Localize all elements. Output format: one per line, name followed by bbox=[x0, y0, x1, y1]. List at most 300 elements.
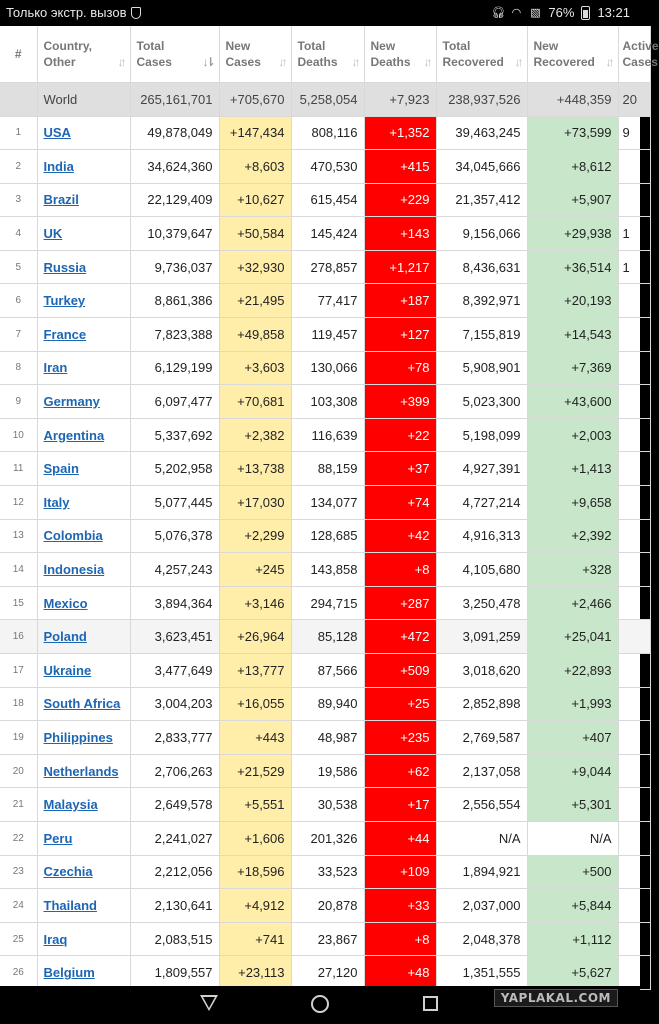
new-recovered-cell: +29,938 bbox=[527, 217, 618, 251]
new-deaths-cell: +509 bbox=[364, 654, 436, 688]
new-deaths-cell: +187 bbox=[364, 284, 436, 318]
header-total-deaths[interactable]: Total Deaths ↓↑ bbox=[291, 26, 364, 82]
total-recovered-cell: 34,045,666 bbox=[436, 150, 527, 184]
country-cell bbox=[37, 351, 130, 385]
new-deaths-cell: +74 bbox=[364, 486, 436, 520]
header-country[interactable]: Country, Other ↓↑ bbox=[37, 26, 130, 82]
new-recovered-cell: +1,413 bbox=[527, 452, 618, 486]
country-cell bbox=[37, 318, 130, 352]
active-cases-cell bbox=[618, 418, 650, 452]
sort-arrows-icon: ↓↑ bbox=[605, 55, 612, 69]
active-cases-cell bbox=[618, 553, 650, 587]
total-cases-cell: 49,878,049 bbox=[130, 116, 219, 150]
header-new-recovered[interactable]: New Recovered ↓↑ bbox=[527, 26, 618, 82]
total-cases-cell: 3,623,451 bbox=[130, 620, 219, 654]
table-row bbox=[0, 553, 650, 587]
new-cases-cell: +26,964 bbox=[219, 620, 291, 654]
country-link[interactable]: USA bbox=[43, 125, 71, 141]
covid-stats-table bbox=[0, 26, 659, 990]
country-cell bbox=[37, 721, 130, 755]
active-cases-cell bbox=[618, 922, 650, 956]
total-deaths-cell: 116,639 bbox=[291, 418, 364, 452]
new-cases-cell: +1,606 bbox=[219, 821, 291, 855]
total-recovered-cell: 1,894,921 bbox=[436, 855, 527, 889]
country-link[interactable]: Russia bbox=[43, 259, 87, 275]
active-cases-cell bbox=[618, 318, 650, 352]
new-recovered-cell: +36,514 bbox=[527, 250, 618, 284]
country-cell bbox=[37, 116, 130, 150]
new-deaths-cell: +399 bbox=[364, 385, 436, 419]
world-total-deaths: 5,258,054 bbox=[291, 82, 364, 116]
new-cases-cell: +49,858 bbox=[219, 318, 291, 352]
new-deaths-cell: +8 bbox=[364, 553, 436, 587]
total-deaths-cell: 33,523 bbox=[291, 855, 364, 889]
total-deaths-cell: 143,858 bbox=[291, 553, 364, 587]
table-row bbox=[0, 654, 650, 688]
country-cell bbox=[37, 385, 130, 419]
new-deaths-cell: +1,352 bbox=[364, 116, 436, 150]
table-row bbox=[0, 922, 650, 956]
sort-arrows-icon: ↓↑ bbox=[514, 55, 521, 69]
row-index: 21 bbox=[0, 788, 37, 822]
new-cases-cell: +21,529 bbox=[219, 754, 291, 788]
total-deaths-cell: 134,077 bbox=[291, 486, 364, 520]
total-deaths-cell: 103,308 bbox=[291, 385, 364, 419]
total-deaths-cell: 23,867 bbox=[291, 922, 364, 956]
row-index: 19 bbox=[0, 721, 37, 755]
country-link[interactable]: Peru bbox=[43, 830, 73, 846]
row-index: 18 bbox=[0, 687, 37, 721]
total-cases-cell: 7,823,388 bbox=[130, 318, 219, 352]
total-deaths-cell: 808,116 bbox=[291, 116, 364, 150]
total-cases-cell: 2,649,578 bbox=[130, 788, 219, 822]
row-index: 9 bbox=[0, 385, 37, 419]
new-deaths-cell: +143 bbox=[364, 217, 436, 251]
total-deaths-cell: 27,120 bbox=[291, 956, 364, 990]
new-recovered-cell: +2,392 bbox=[527, 519, 618, 553]
total-recovered-cell: 3,250,478 bbox=[436, 586, 527, 620]
table-row bbox=[0, 956, 650, 990]
row-index: 26 bbox=[0, 956, 37, 990]
total-cases-cell: 2,212,056 bbox=[130, 855, 219, 889]
new-cases-cell: +443 bbox=[219, 721, 291, 755]
total-cases-cell: 2,130,641 bbox=[130, 889, 219, 923]
total-deaths-cell: 615,454 bbox=[291, 183, 364, 217]
battery-icon bbox=[581, 6, 590, 20]
new-recovered-cell: +2,003 bbox=[527, 418, 618, 452]
total-recovered-cell: 4,727,214 bbox=[436, 486, 527, 520]
table-row bbox=[0, 183, 650, 217]
new-cases-cell: +21,495 bbox=[219, 284, 291, 318]
active-cases-cell bbox=[618, 486, 650, 520]
country-cell bbox=[37, 586, 130, 620]
total-cases-cell: 8,861,386 bbox=[130, 284, 219, 318]
header-total-recovered[interactable]: Total Recovered ↓↑ bbox=[436, 26, 527, 82]
country-link[interactable]: India bbox=[43, 158, 74, 174]
active-cases-cell bbox=[618, 687, 650, 721]
new-deaths-cell: +44 bbox=[364, 821, 436, 855]
total-cases-cell: 9,736,037 bbox=[130, 250, 219, 284]
new-recovered-cell: +9,044 bbox=[527, 754, 618, 788]
world-new-cases: +705,670 bbox=[219, 82, 291, 116]
world-total-recovered: 238,937,526 bbox=[436, 82, 527, 116]
navigation-bar bbox=[0, 986, 640, 1024]
table-row bbox=[0, 385, 650, 419]
new-recovered-cell: +5,301 bbox=[527, 788, 618, 822]
total-recovered-cell: 4,927,391 bbox=[436, 452, 527, 486]
country-cell bbox=[37, 754, 130, 788]
country-link[interactable]: Poland bbox=[43, 629, 87, 645]
country-cell bbox=[37, 150, 130, 184]
header-active-cases[interactable]: Active Cases bbox=[618, 26, 650, 82]
headphones-icon: 🎧︎ bbox=[491, 6, 506, 19]
home-circle-icon[interactable] bbox=[311, 995, 329, 1013]
active-cases-cell: 1 bbox=[618, 217, 650, 251]
sort-arrows-icon: ↓↑ bbox=[351, 55, 358, 69]
new-cases-cell: +13,738 bbox=[219, 452, 291, 486]
total-deaths-cell: 128,685 bbox=[291, 519, 364, 553]
country-cell bbox=[37, 452, 130, 486]
total-recovered-cell: 2,048,378 bbox=[436, 922, 527, 956]
active-cases-cell bbox=[618, 452, 650, 486]
table-row bbox=[0, 217, 650, 251]
new-cases-cell: +16,055 bbox=[219, 687, 291, 721]
total-deaths-cell: 130,066 bbox=[291, 351, 364, 385]
new-recovered-cell: +500 bbox=[527, 855, 618, 889]
row-index: 5 bbox=[0, 250, 37, 284]
clock: 13:21 bbox=[597, 5, 630, 20]
new-recovered-cell: +14,543 bbox=[527, 318, 618, 352]
new-deaths-cell: +42 bbox=[364, 519, 436, 553]
country-link[interactable]: Turkey bbox=[43, 293, 86, 309]
total-cases-cell: 34,624,360 bbox=[130, 150, 219, 184]
country-cell bbox=[37, 217, 130, 251]
row-index: 23 bbox=[0, 855, 37, 889]
country-link[interactable]: Czechia bbox=[43, 864, 93, 880]
country-cell bbox=[37, 519, 130, 553]
row-index: 12 bbox=[0, 486, 37, 520]
total-deaths-cell: 294,715 bbox=[291, 586, 364, 620]
new-cases-cell: +18,596 bbox=[219, 855, 291, 889]
sort-arrows-icon: ↓↑ bbox=[278, 55, 285, 69]
total-recovered-cell: 4,916,313 bbox=[436, 519, 527, 553]
row-index: 15 bbox=[0, 586, 37, 620]
active-cases-cell bbox=[618, 889, 650, 923]
table-row bbox=[0, 150, 650, 184]
active-cases-cell bbox=[618, 788, 650, 822]
new-recovered-cell: N/A bbox=[527, 821, 618, 855]
sort-arrows-icon: ↓↑ bbox=[423, 55, 430, 69]
total-cases-cell: 2,083,515 bbox=[130, 922, 219, 956]
total-cases-cell: 3,004,203 bbox=[130, 687, 219, 721]
total-cases-cell: 5,337,692 bbox=[130, 418, 219, 452]
row-index: 1 bbox=[0, 116, 37, 150]
total-recovered-cell: 21,357,412 bbox=[436, 183, 527, 217]
new-deaths-cell: +33 bbox=[364, 889, 436, 923]
total-deaths-cell: 119,457 bbox=[291, 318, 364, 352]
country-link[interactable]: Thailand bbox=[43, 897, 97, 913]
total-deaths-cell: 145,424 bbox=[291, 217, 364, 251]
new-cases-cell: +50,584 bbox=[219, 217, 291, 251]
total-cases-cell: 22,129,409 bbox=[130, 183, 219, 217]
new-cases-cell: +70,681 bbox=[219, 385, 291, 419]
country-link[interactable]: Germany bbox=[43, 394, 100, 410]
country-cell bbox=[37, 889, 130, 923]
new-recovered-cell: +7,369 bbox=[527, 351, 618, 385]
header-index[interactable]: # bbox=[0, 26, 37, 82]
total-recovered-cell: 3,091,259 bbox=[436, 620, 527, 654]
table-row bbox=[0, 519, 650, 553]
carrier-text: Только экстр. вызов bbox=[6, 5, 127, 20]
table-row bbox=[0, 586, 650, 620]
row-index: 16 bbox=[0, 620, 37, 654]
world-active-cases: 20 bbox=[618, 82, 650, 116]
country-link[interactable]: Belgium bbox=[43, 965, 95, 981]
shield-icon bbox=[131, 7, 141, 19]
country-link[interactable]: Malaysia bbox=[43, 797, 98, 813]
new-recovered-cell: +328 bbox=[527, 553, 618, 587]
country-cell bbox=[37, 553, 130, 587]
total-recovered-cell: 2,037,000 bbox=[436, 889, 527, 923]
total-cases-cell: 10,379,647 bbox=[130, 217, 219, 251]
new-cases-cell: +4,912 bbox=[219, 889, 291, 923]
new-cases-cell: +741 bbox=[219, 922, 291, 956]
new-cases-cell: +17,030 bbox=[219, 486, 291, 520]
table-row bbox=[0, 620, 650, 654]
row-index: 14 bbox=[0, 553, 37, 587]
new-deaths-cell: +229 bbox=[364, 183, 436, 217]
active-cases-cell: 9 bbox=[618, 116, 650, 150]
active-cases-cell bbox=[618, 519, 650, 553]
new-cases-cell: +5,551 bbox=[219, 788, 291, 822]
header-new-deaths[interactable]: New Deaths ↓↑ bbox=[364, 26, 436, 82]
total-cases-cell: 5,077,445 bbox=[130, 486, 219, 520]
new-recovered-cell: +25,041 bbox=[527, 620, 618, 654]
total-deaths-cell: 278,857 bbox=[291, 250, 364, 284]
row-index: 13 bbox=[0, 519, 37, 553]
active-cases-cell bbox=[618, 620, 650, 654]
world-total-cases: 265,161,701 bbox=[130, 82, 219, 116]
country-cell bbox=[37, 486, 130, 520]
active-cases-cell bbox=[618, 586, 650, 620]
table-row bbox=[0, 318, 650, 352]
row-index: 22 bbox=[0, 821, 37, 855]
total-recovered-cell: 5,908,901 bbox=[436, 351, 527, 385]
new-recovered-cell: +2,466 bbox=[527, 586, 618, 620]
total-deaths-cell: 88,159 bbox=[291, 452, 364, 486]
total-cases-cell: 3,894,364 bbox=[130, 586, 219, 620]
country-cell bbox=[37, 855, 130, 889]
world-label: World bbox=[37, 82, 130, 116]
new-cases-cell: +2,299 bbox=[219, 519, 291, 553]
total-deaths-cell: 19,586 bbox=[291, 754, 364, 788]
total-deaths-cell: 89,940 bbox=[291, 687, 364, 721]
covid-table-view[interactable] bbox=[0, 26, 659, 986]
country-link[interactable]: Italy bbox=[43, 494, 70, 510]
new-cases-cell: +2,382 bbox=[219, 418, 291, 452]
active-cases-cell bbox=[618, 385, 650, 419]
row-index: 8 bbox=[0, 351, 37, 385]
country-cell bbox=[37, 821, 130, 855]
country-link[interactable]: Brazil bbox=[43, 192, 79, 208]
row-index: 10 bbox=[0, 418, 37, 452]
no-sim-icon: ▧ bbox=[530, 6, 541, 19]
table-row bbox=[0, 452, 650, 486]
new-recovered-cell: +5,844 bbox=[527, 889, 618, 923]
table-row bbox=[0, 116, 650, 150]
row-index: 25 bbox=[0, 922, 37, 956]
country-link[interactable]: Indonesia bbox=[43, 562, 105, 578]
new-deaths-cell: +78 bbox=[364, 351, 436, 385]
total-cases-cell: 5,202,958 bbox=[130, 452, 219, 486]
total-recovered-cell: 3,018,620 bbox=[436, 654, 527, 688]
active-cases-cell bbox=[618, 150, 650, 184]
new-cases-cell: +245 bbox=[219, 553, 291, 587]
new-recovered-cell: +73,599 bbox=[527, 116, 618, 150]
total-deaths-cell: 77,417 bbox=[291, 284, 364, 318]
recent-apps-square-icon[interactable] bbox=[423, 996, 438, 1011]
active-cases-cell bbox=[618, 721, 650, 755]
country-cell bbox=[37, 250, 130, 284]
active-cases-cell bbox=[618, 956, 650, 990]
new-cases-cell: +3,603 bbox=[219, 351, 291, 385]
new-recovered-cell: +407 bbox=[527, 721, 618, 755]
watermark-logo: YAPLAKAL.COM bbox=[494, 989, 618, 1007]
country-link[interactable]: South Africa bbox=[43, 696, 121, 712]
table-header-row bbox=[0, 26, 650, 82]
total-cases-cell: 2,833,777 bbox=[130, 721, 219, 755]
table-row bbox=[0, 250, 650, 284]
header-new-cases[interactable]: New Cases ↓↑ bbox=[219, 26, 291, 82]
active-cases-cell: 1 bbox=[618, 250, 650, 284]
country-cell bbox=[37, 284, 130, 318]
total-recovered-cell: 2,137,058 bbox=[436, 754, 527, 788]
active-cases-cell bbox=[618, 855, 650, 889]
table-row bbox=[0, 754, 650, 788]
country-link[interactable]: Spain bbox=[43, 461, 79, 477]
total-cases-cell: 6,097,477 bbox=[130, 385, 219, 419]
row-index: 11 bbox=[0, 452, 37, 486]
total-recovered-cell: 5,198,099 bbox=[436, 418, 527, 452]
new-deaths-cell: +1,217 bbox=[364, 250, 436, 284]
total-recovered-cell: 8,392,971 bbox=[436, 284, 527, 318]
country-link[interactable]: Mexico bbox=[43, 595, 88, 611]
new-recovered-cell: +5,907 bbox=[527, 183, 618, 217]
total-cases-cell: 4,257,243 bbox=[130, 553, 219, 587]
table-row bbox=[0, 889, 650, 923]
table-row bbox=[0, 418, 650, 452]
total-recovered-cell: 9,156,066 bbox=[436, 217, 527, 251]
battery-percent: 76% bbox=[548, 5, 575, 20]
new-recovered-cell: +1,993 bbox=[527, 687, 618, 721]
new-deaths-cell: +25 bbox=[364, 687, 436, 721]
active-cases-cell bbox=[618, 351, 650, 385]
table-row bbox=[0, 284, 650, 318]
new-deaths-cell: +62 bbox=[364, 754, 436, 788]
new-deaths-cell: +127 bbox=[364, 318, 436, 352]
row-index: 17 bbox=[0, 654, 37, 688]
total-recovered-cell: 7,155,819 bbox=[436, 318, 527, 352]
new-cases-cell: +13,777 bbox=[219, 654, 291, 688]
total-deaths-cell: 20,878 bbox=[291, 889, 364, 923]
new-deaths-cell: +8 bbox=[364, 922, 436, 956]
new-cases-cell: +3,146 bbox=[219, 586, 291, 620]
total-cases-cell: 3,477,649 bbox=[130, 654, 219, 688]
new-deaths-cell: +235 bbox=[364, 721, 436, 755]
table-row bbox=[0, 721, 650, 755]
table-row bbox=[0, 486, 650, 520]
new-cases-cell: +8,603 bbox=[219, 150, 291, 184]
row-index: 24 bbox=[0, 889, 37, 923]
new-recovered-cell: +9,658 bbox=[527, 486, 618, 520]
new-deaths-cell: +48 bbox=[364, 956, 436, 990]
total-recovered-cell: 2,769,587 bbox=[436, 721, 527, 755]
new-cases-cell: +32,930 bbox=[219, 250, 291, 284]
total-deaths-cell: 201,326 bbox=[291, 821, 364, 855]
world-new-deaths: +7,923 bbox=[364, 82, 436, 116]
total-deaths-cell: 470,530 bbox=[291, 150, 364, 184]
table-row bbox=[0, 687, 650, 721]
new-deaths-cell: +17 bbox=[364, 788, 436, 822]
active-cases-cell bbox=[618, 183, 650, 217]
country-link[interactable]: Argentina bbox=[43, 427, 105, 443]
row-index: 2 bbox=[0, 150, 37, 184]
new-deaths-cell: +415 bbox=[364, 150, 436, 184]
new-cases-cell: +10,627 bbox=[219, 183, 291, 217]
country-link[interactable]: UK bbox=[43, 226, 63, 242]
total-deaths-cell: 87,566 bbox=[291, 654, 364, 688]
country-link[interactable]: Ukraine bbox=[43, 662, 92, 678]
sort-arrows-icon: ↓↑ bbox=[117, 55, 124, 69]
total-recovered-cell: 4,105,680 bbox=[436, 553, 527, 587]
new-recovered-cell: +5,627 bbox=[527, 956, 618, 990]
new-deaths-cell: +287 bbox=[364, 586, 436, 620]
header-total-cases[interactable]: Total Cases ↓⇂ bbox=[130, 26, 219, 82]
country-link[interactable]: Iran bbox=[43, 360, 68, 376]
world-row bbox=[0, 82, 650, 116]
new-recovered-cell: +22,893 bbox=[527, 654, 618, 688]
country-cell bbox=[37, 183, 130, 217]
row-index: 3 bbox=[0, 183, 37, 217]
new-cases-cell: +147,434 bbox=[219, 116, 291, 150]
total-recovered-cell: N/A bbox=[436, 821, 527, 855]
new-cases-cell: +23,113 bbox=[219, 956, 291, 990]
country-cell bbox=[37, 788, 130, 822]
active-cases-cell bbox=[618, 821, 650, 855]
table-row bbox=[0, 821, 650, 855]
total-recovered-cell: 8,436,631 bbox=[436, 250, 527, 284]
country-link[interactable]: Philippines bbox=[43, 729, 113, 745]
total-recovered-cell: 1,351,555 bbox=[436, 956, 527, 990]
country-link[interactable]: Netherlands bbox=[43, 763, 119, 779]
total-deaths-cell: 48,987 bbox=[291, 721, 364, 755]
country-link[interactable]: Colombia bbox=[43, 528, 103, 544]
wifi-icon: ◠ bbox=[511, 6, 522, 19]
table-row bbox=[0, 788, 650, 822]
total-cases-cell: 1,809,557 bbox=[130, 956, 219, 990]
country-link[interactable]: Iraq bbox=[43, 931, 68, 947]
row-index: 7 bbox=[0, 318, 37, 352]
table-row bbox=[0, 351, 650, 385]
country-cell bbox=[37, 922, 130, 956]
country-link[interactable]: France bbox=[43, 326, 87, 342]
active-cases-cell bbox=[618, 654, 650, 688]
total-recovered-cell: 39,463,245 bbox=[436, 116, 527, 150]
back-triangle-icon[interactable] bbox=[200, 995, 218, 1011]
new-recovered-cell: +43,600 bbox=[527, 385, 618, 419]
sort-desc-icon: ↓⇂ bbox=[202, 55, 213, 69]
total-cases-cell: 6,129,199 bbox=[130, 351, 219, 385]
